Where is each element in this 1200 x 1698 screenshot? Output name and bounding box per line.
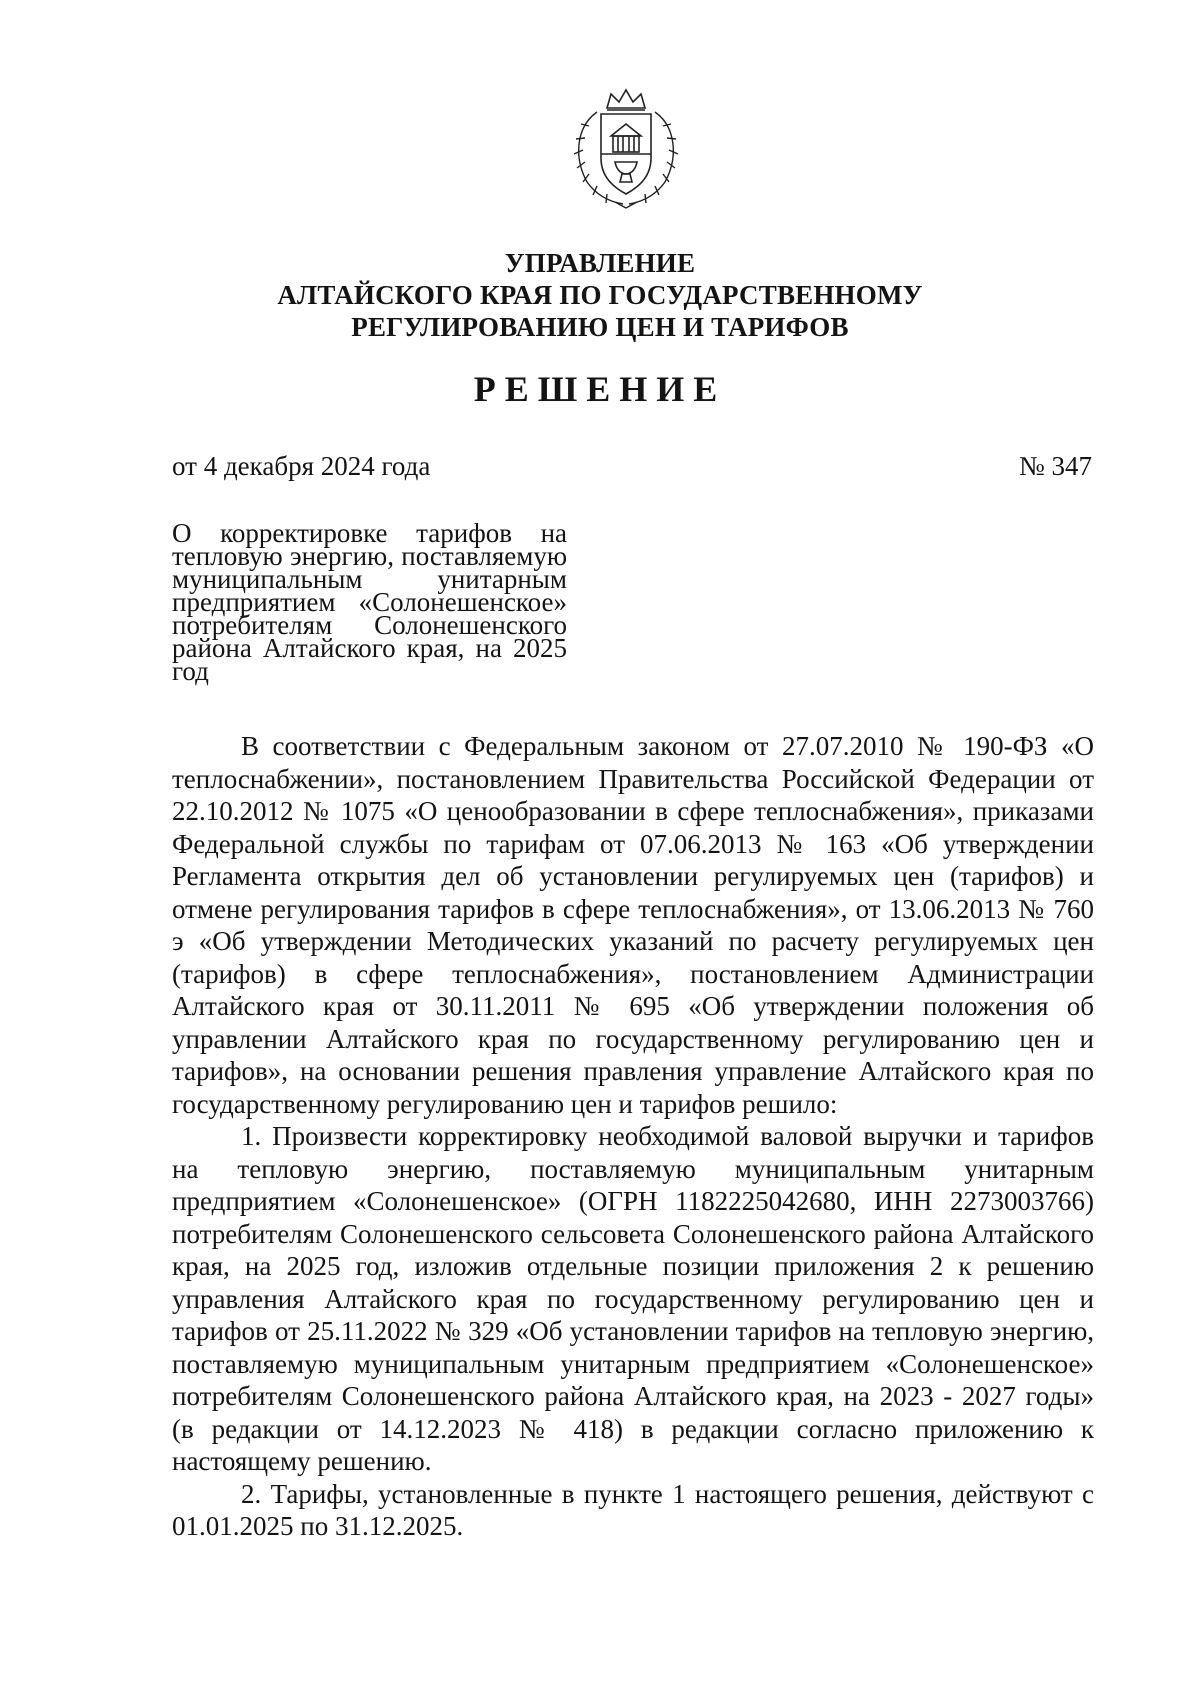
item-1-paragraph: 1. Произвести корректировку необходимой валовой выручки и тарифов на тепловую энергию, поставляемую муниципальным унитарным предприятием «Солонешенское» (ОГРН 1182225042680, ИНН 2273003766) потребителям Солонешенского сельсовета Солонешенского района Алтайского края, на 2025 год, изложив отдельные позиции приложения 2 к решению управления Алтайского края по государственному регулированию цен и тарифов от 25.11.2022 № 329 «Об установлении тарифов на тепловую энергию, поставляемую муниципальным унитарным предприятием «Солонешенское» потребителям Солонешенского района Алтайского края, на 2023 - 2027 годы» (в редакции от 14.12.2023 № 418) в редакции согласно приложению к настоящему решению.: [172, 1121, 1094, 1476]
agency-line-2: АЛТАЙСКОГО КРАЯ ПО ГОСУДАРСТВЕННОМУ: [277, 280, 923, 310]
decision-subject: О корректировке тарифов на тепловую энергию, поставляемую муниципальным унитарным предприятием «Солонешенское» потребителям Солонешенского района Алтайского края, на 2025 год: [172, 518, 567, 686]
decision-body: [172, 730, 1094, 1543]
agency-name: [200, 247, 1000, 343]
document-type-title: РЕШЕНИЕ: [473, 369, 727, 409]
decision-date: от 4 декабря 2024 года: [172, 451, 431, 481]
agency-line-1: УПРАВЛЕНИЕ: [504, 248, 696, 278]
coat-of-arms-emblem: [567, 86, 685, 212]
decision-number: № 347: [1018, 451, 1092, 481]
shield-icon: [601, 114, 651, 194]
item-2-paragraph: 2. Тарифы, установленные в пункте 1 настоящего решения, действуют с 01.01.2025 по 31.12.2025.: [172, 1478, 1094, 1541]
crown-icon: [607, 90, 645, 110]
preamble-paragraph: В соответствии с Федеральным законом от 27.07.2010 № 190-ФЗ «О теплоснабжении», постановлением Правительства Российской Федерации от 22.10.2012 № 1075 «О ценообразовании в сфере теплоснабжения», приказами Федеральной службы по тарифам от 07.06.2013 № 163 «Об утверждении Регламента открытия дел об установлении регулируемых цен (тарифов) и отмене регулирования тарифов в сфере теплоснабжения», от 13.06.2013 № 760 э «Об утверждении Методических указаний по расчету регулируемых цен (тарифов) в сфере теплоснабжения», постановлением Администрации Алтайского края от 30.11.2011 № 695 «Об утверждении положения об управлении Алтайского края по государственному регулированию цен и тарифов», на основании решения правления управление Алтайского края по государственному регулированию цен и тарифов решило:: [172, 731, 1094, 1119]
agency-line-3: РЕГУЛИРОВАНИЮ ЦЕН И ТАРИФОВ: [351, 312, 849, 342]
